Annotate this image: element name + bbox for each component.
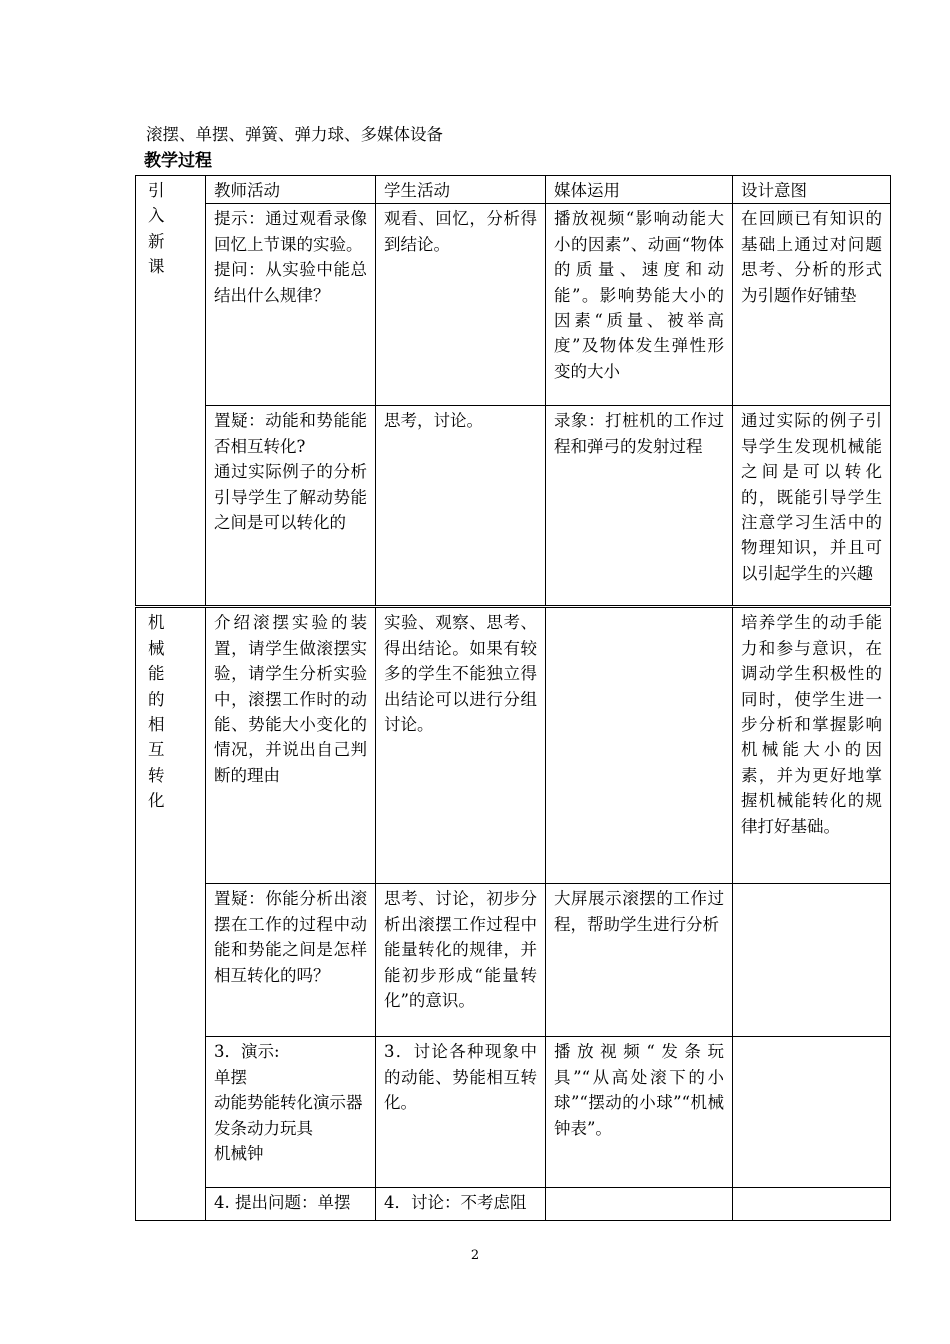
table-row xyxy=(136,607,891,884)
lesson-process-table xyxy=(135,175,891,1221)
intent-cell xyxy=(733,1037,891,1188)
teacher-cell: 置疑：你能分析出滚摆在工作的过程中动能和势能之间是怎样相互转化的吗？ xyxy=(206,884,376,1037)
materials-list: 滚摆、单摆、弹簧、弹力球、多媒体设备 xyxy=(146,125,443,144)
table-row xyxy=(136,406,891,607)
table-header-row xyxy=(136,176,891,204)
header-student: 学生活动 xyxy=(376,176,546,204)
media-cell xyxy=(546,607,733,884)
intent-cell: 通过实际的例子引导学生发现机械能之间是可以转化的，既能引导学生注意学习生活中的物理知识，并且可以引起学生的兴趣 xyxy=(733,406,891,607)
media-cell: 播放视频“发条玩具”“从高处滚下的小球”“摆动的小球”“机械钟表”。 xyxy=(546,1037,733,1188)
intent-cell xyxy=(733,1188,891,1221)
media-cell xyxy=(546,1188,733,1221)
media-cell: 播放视频“影响动能大小的因素”、动画“物体的质量、速度和动能”。影响势能大小的因素“质量、被举高度”及物体发生弹性形变的大小 xyxy=(546,204,733,406)
student-cell: 思考，讨论。 xyxy=(376,406,546,607)
student-cell: 3．讨论各种现象中的动能、势能相互转化。 xyxy=(376,1037,546,1188)
intent-cell: 在回顾已有知识的基础上通过对问题思考、分析的形式为引题作好铺垫 xyxy=(733,204,891,406)
header-intent: 设计意图 xyxy=(733,176,891,204)
student-cell: 思考、讨论，初步分析出滚摆工作过程中能量转化的规律，并能初步形成“能量转化”的意识。 xyxy=(376,884,546,1037)
header-media: 媒体运用 xyxy=(546,176,733,204)
table-row xyxy=(136,1037,891,1188)
table-row xyxy=(136,884,891,1037)
header-teacher: 教师活动 xyxy=(206,176,376,204)
teacher-cell: 介绍滚摆实验的装置，请学生做滚摆实验，请学生分析实验中，滚摆工作时的动能、势能大小变化的情况，并说出自己判断的理由 xyxy=(206,607,376,884)
teacher-cell: 置疑：动能和势能能否相互转化? 通过实际例子的分析引导学生了解动势能之间是可以转化的 xyxy=(206,406,376,607)
stage-label-conversion: 机 械 能 的 相 互 转 化 xyxy=(136,607,206,1221)
student-cell: 观看、回忆，分析得到结论。 xyxy=(376,204,546,406)
stage-label-intro: 引 入 新 课 xyxy=(136,176,206,607)
student-cell: 4．讨论：不考虑阻 xyxy=(376,1188,546,1221)
intent-cell xyxy=(733,884,891,1037)
student-cell: 实验、观察、思考、得出结论。如果有较多的学生不能独立得出结论可以进行分组讨论。 xyxy=(376,607,546,884)
table-row xyxy=(136,204,891,406)
teacher-cell: 3．演示: 单摆 动能势能转化演示器 发条动力玩具 机械钟 xyxy=(206,1037,376,1188)
teacher-cell: 4. 提出问题：单摆 xyxy=(206,1188,376,1221)
section-title: 教学过程 xyxy=(144,151,212,171)
page-number: 2 xyxy=(470,1248,480,1263)
media-cell: 大屏展示滚摆的工作过程，帮助学生进行分析 xyxy=(546,884,733,1037)
media-cell: 录象：打桩机的工作过程和弹弓的发射过程 xyxy=(546,406,733,607)
intent-cell: 培养学生的动手能力和参与意识，在调动学生积极性的同时，使学生进一步分析和掌握影响机械能大小的因素，并为更好地掌握机械能转化的规律打好基础。 xyxy=(733,607,891,884)
teacher-cell: 提示：通过观看录像回忆上节课的实验。 提问：从实验中能总结出什么规律？ xyxy=(206,204,376,406)
table-row xyxy=(136,1188,891,1221)
